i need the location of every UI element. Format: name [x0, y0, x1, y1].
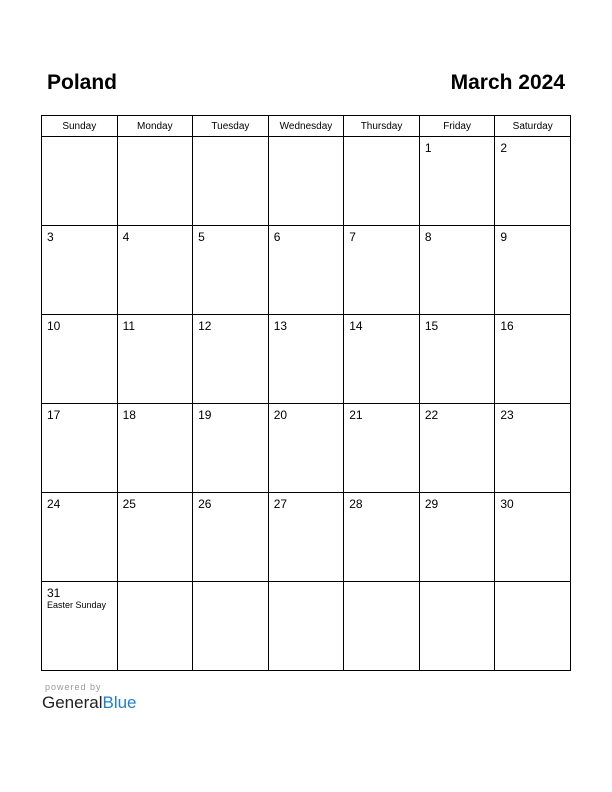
brand-logo[interactable] — [42, 693, 137, 713]
day-cell — [419, 404, 495, 493]
day-number: 6 — [273, 230, 281, 244]
day-cell — [495, 582, 571, 671]
day-cell — [42, 137, 118, 226]
week-row-5 — [42, 493, 571, 582]
country-title: Poland — [47, 71, 118, 94]
day-number: 9 — [500, 230, 508, 244]
brand-blue: Blue — [102, 693, 137, 712]
day-cell — [344, 404, 420, 493]
day-cell — [268, 493, 344, 582]
day-number: 27 — [273, 497, 288, 511]
weekday-monday: Monday — [117, 116, 193, 137]
day-number: 13 — [273, 319, 288, 333]
day-number: 17 — [47, 408, 61, 422]
day-cell — [344, 137, 420, 226]
day-cell — [495, 404, 571, 493]
day-cell — [495, 493, 571, 582]
day-number: 11 — [122, 319, 136, 333]
day-number: 26 — [198, 497, 212, 511]
day-cell — [42, 493, 118, 582]
day-number: 2 — [500, 141, 508, 155]
week-row-4 — [42, 404, 571, 493]
week-row-2 — [42, 226, 571, 315]
week-row-6 — [42, 582, 571, 671]
day-number: 12 — [198, 319, 212, 333]
day-number: 18 — [122, 408, 136, 422]
day-number: 7 — [349, 230, 356, 244]
day-cell — [117, 404, 193, 493]
weekday-header-row — [42, 116, 571, 137]
day-number: 22 — [424, 408, 439, 422]
day-cell — [193, 137, 269, 226]
day-number: 28 — [349, 497, 363, 511]
day-cell — [42, 226, 118, 315]
day-number: 4 — [122, 230, 130, 244]
day-cell — [268, 404, 344, 493]
calendar-grid — [41, 115, 571, 671]
day-cell — [193, 315, 269, 404]
day-cell — [117, 582, 193, 671]
day-cell — [495, 137, 571, 226]
day-cell — [419, 315, 495, 404]
day-number: 29 — [424, 497, 439, 511]
weekday-saturday: Saturday — [495, 116, 571, 137]
day-number: 14 — [349, 319, 363, 333]
day-cell — [344, 226, 420, 315]
day-cell — [419, 226, 495, 315]
day-number: 21 — [349, 408, 363, 422]
day-cell — [193, 226, 269, 315]
brand-general: General — [42, 693, 103, 712]
weekday-friday: Friday — [419, 116, 495, 137]
day-cell — [42, 315, 118, 404]
weekday-sunday: Sunday — [42, 116, 118, 137]
day-cell — [193, 493, 269, 582]
weekday-tuesday: Tuesday — [193, 116, 269, 137]
day-number: 25 — [122, 497, 136, 511]
powered-by-text: powered by — [45, 682, 102, 692]
day-number: 15 — [424, 319, 439, 333]
day-number: 24 — [47, 497, 61, 511]
day-number: 8 — [424, 230, 432, 244]
day-number: 16 — [500, 319, 514, 333]
month-year-title: March 2024 — [450, 71, 565, 94]
holiday-label: Easter Sunday — [47, 600, 107, 610]
day-cell — [42, 582, 118, 671]
day-cell — [344, 493, 420, 582]
day-cell — [419, 582, 495, 671]
day-number: 1 — [424, 141, 432, 155]
day-cell — [419, 493, 495, 582]
week-row-1 — [42, 137, 571, 226]
day-number: 30 — [500, 497, 514, 511]
day-number: 5 — [198, 230, 205, 244]
day-number: 23 — [500, 408, 514, 422]
day-cell — [42, 404, 118, 493]
day-cell — [344, 582, 420, 671]
day-number: 20 — [273, 408, 288, 422]
day-cell — [495, 315, 571, 404]
day-cell — [117, 137, 193, 226]
day-cell — [193, 582, 269, 671]
day-cell — [495, 226, 571, 315]
day-cell — [344, 315, 420, 404]
day-cell — [268, 137, 344, 226]
day-cell — [419, 137, 495, 226]
day-number: 3 — [47, 230, 54, 244]
day-cell — [117, 315, 193, 404]
weekday-wednesday: Wednesday — [268, 116, 344, 137]
day-number: 31 — [47, 586, 61, 600]
day-cell — [268, 582, 344, 671]
day-cell — [268, 315, 344, 404]
day-cell — [193, 404, 269, 493]
day-number: 19 — [198, 408, 212, 422]
weekday-thursday: Thursday — [344, 116, 420, 137]
day-cell — [117, 226, 193, 315]
week-row-3 — [42, 315, 571, 404]
day-cell — [117, 493, 193, 582]
day-number: 10 — [47, 319, 61, 333]
day-cell — [268, 226, 344, 315]
